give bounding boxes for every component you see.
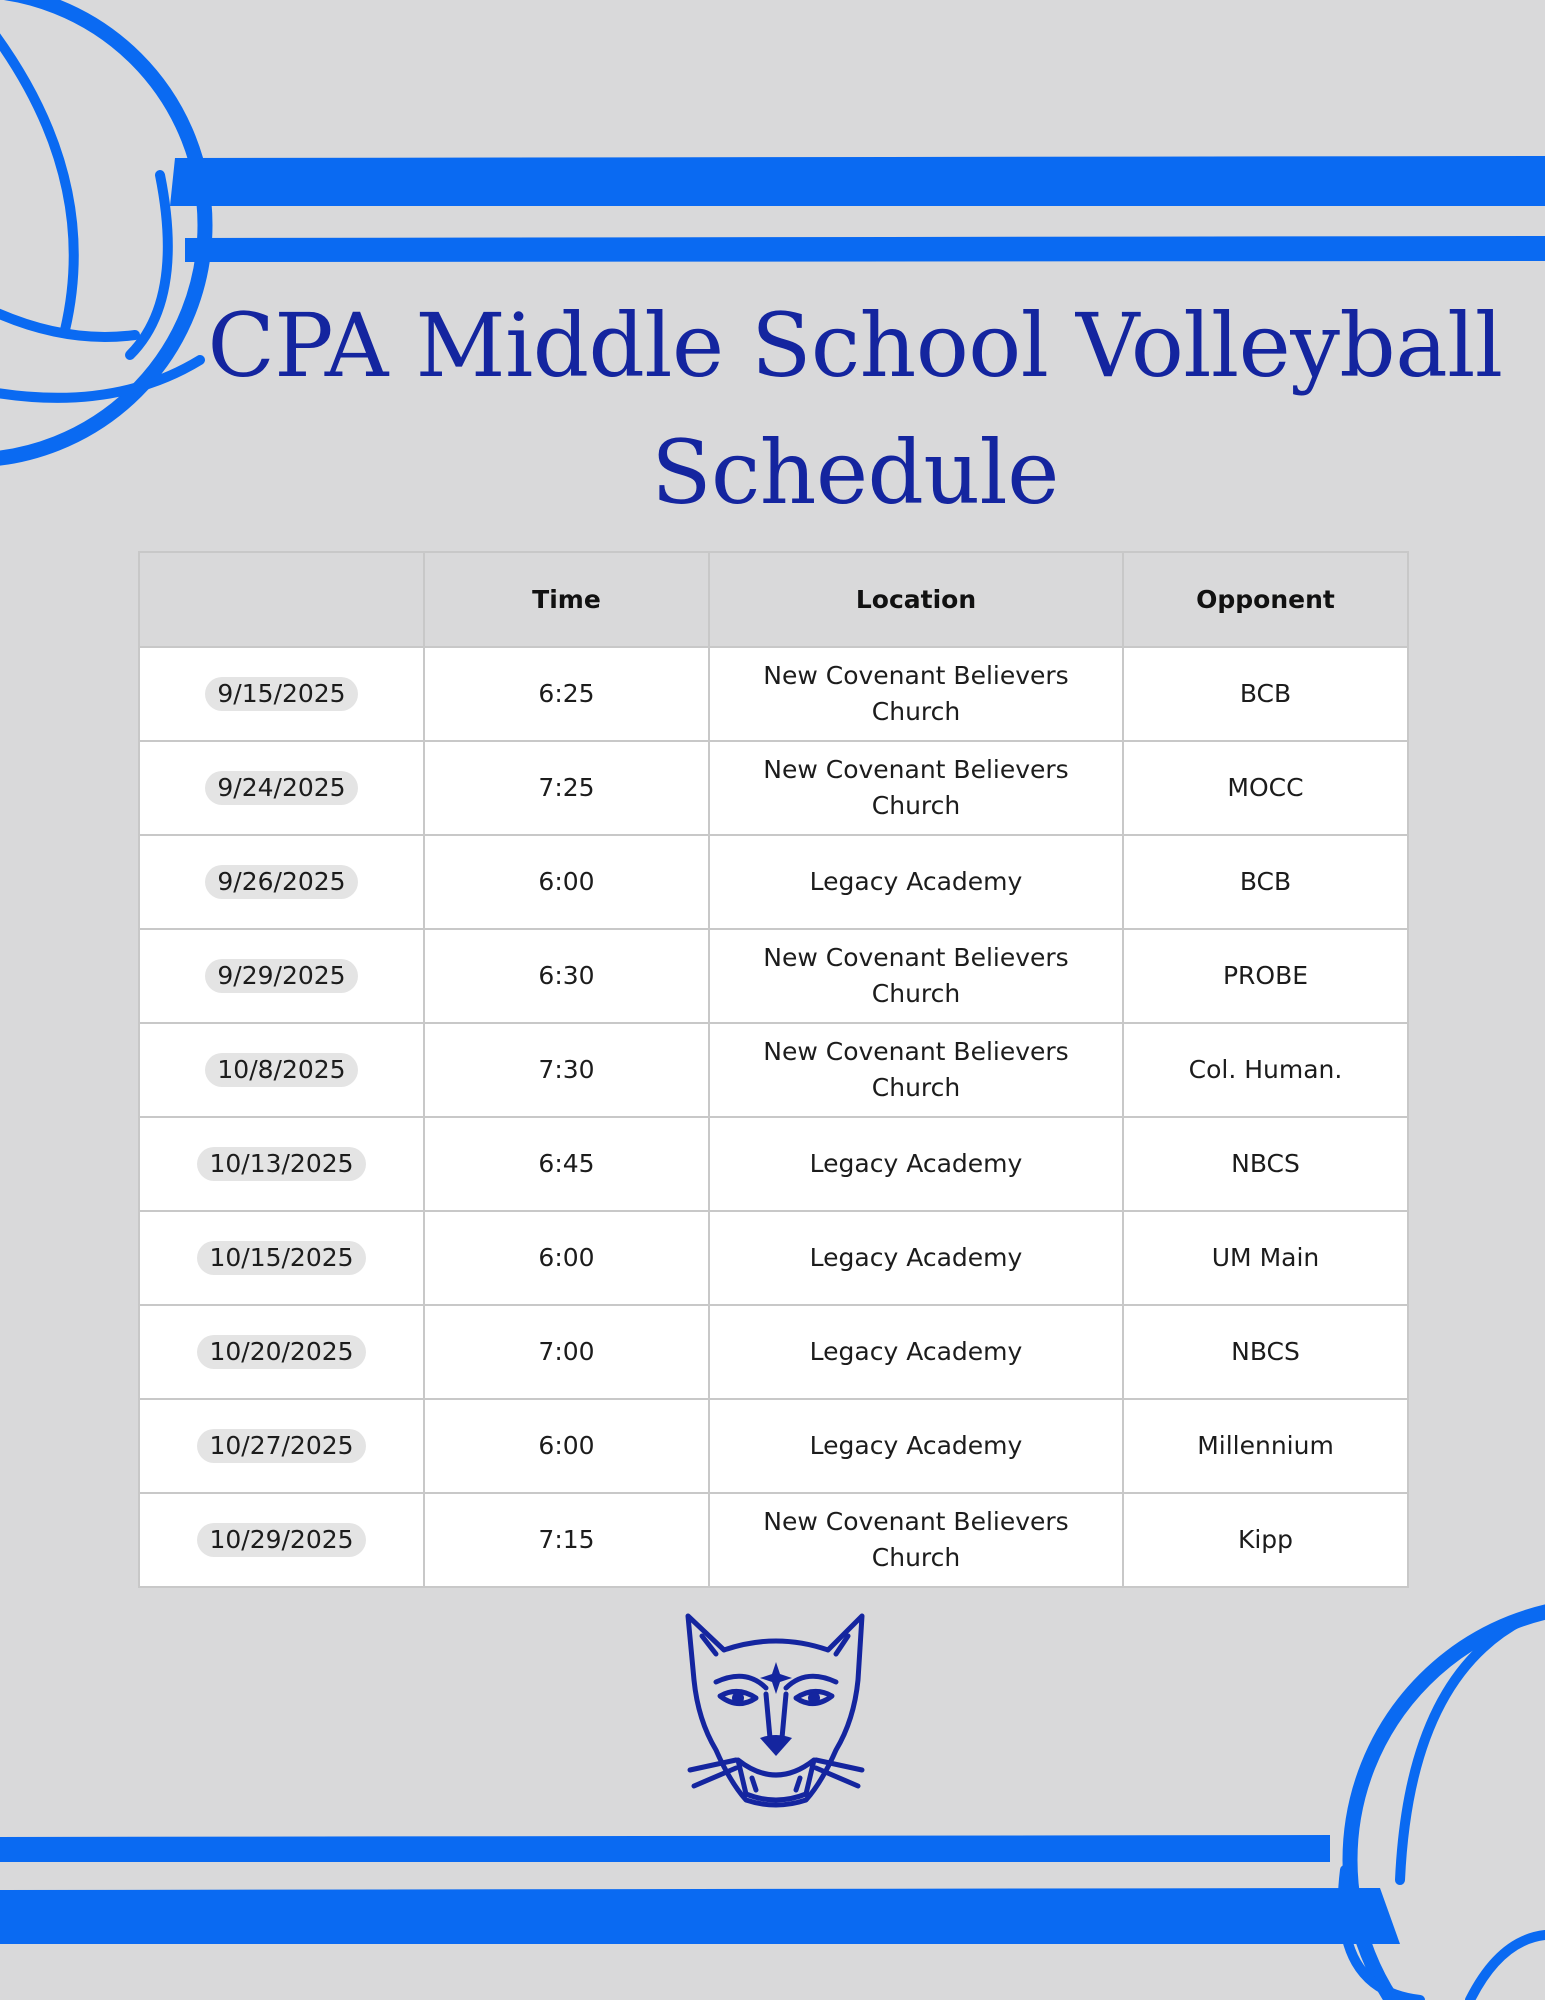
table-row (139, 1305, 1408, 1399)
time-cell: 7:15 (424, 1493, 709, 1587)
location-cell: New Covenant Believers Church (709, 741, 1123, 835)
date-cell (139, 1117, 424, 1211)
panther-head-icon (676, 1610, 876, 1810)
date-pill: 9/15/2025 (205, 677, 357, 711)
time-cell: 7:00 (424, 1305, 709, 1399)
net-stripe-top-upper (170, 156, 1545, 206)
date-cell (139, 1399, 424, 1493)
location-cell: Legacy Academy (709, 1117, 1123, 1211)
date-pill: 10/8/2025 (205, 1053, 357, 1087)
date-cell (139, 647, 424, 741)
time-cell: 7:25 (424, 741, 709, 835)
opponent-cell: Col. Human. (1123, 1023, 1408, 1117)
opponent-cell: BCB (1123, 835, 1408, 929)
opponent-cell: MOCC (1123, 741, 1408, 835)
date-pill: 9/29/2025 (205, 959, 357, 993)
page-title: CPA Middle School Volleyball Schedule (207, 294, 1503, 524)
location-cell: New Covenant Believers Church (709, 647, 1123, 741)
header-date (139, 552, 424, 647)
location-cell: Legacy Academy (709, 1211, 1123, 1305)
location-cell: Legacy Academy (709, 835, 1123, 929)
header-time: Time (424, 552, 709, 647)
time-cell: 6:25 (424, 647, 709, 741)
date-pill: 10/20/2025 (197, 1335, 365, 1369)
date-cell (139, 741, 424, 835)
time-cell: 6:00 (424, 835, 709, 929)
opponent-cell: BCB (1123, 647, 1408, 741)
date-pill: 10/27/2025 (197, 1429, 365, 1463)
net-stripe-top-lower (185, 236, 1545, 262)
table-header-row (139, 552, 1408, 647)
table-row (139, 647, 1408, 741)
date-cell (139, 1493, 424, 1587)
location-cell: New Covenant Believers Church (709, 1493, 1123, 1587)
date-pill: 10/13/2025 (197, 1147, 365, 1181)
date-pill: 9/24/2025 (205, 771, 357, 805)
table-row (139, 1117, 1408, 1211)
opponent-cell: UM Main (1123, 1211, 1408, 1305)
date-pill: 9/26/2025 (205, 865, 357, 899)
time-cell: 7:30 (424, 1023, 709, 1117)
date-cell (139, 835, 424, 929)
location-cell: Legacy Academy (709, 1305, 1123, 1399)
location-cell: Legacy Academy (709, 1399, 1123, 1493)
table-row (139, 1023, 1408, 1117)
table-row (139, 1399, 1408, 1493)
time-cell: 6:00 (424, 1211, 709, 1305)
date-cell (139, 1211, 424, 1305)
opponent-cell: Kipp (1123, 1493, 1408, 1587)
opponent-cell: NBCS (1123, 1117, 1408, 1211)
time-cell: 6:00 (424, 1399, 709, 1493)
opponent-cell: NBCS (1123, 1305, 1408, 1399)
date-pill: 10/29/2025 (197, 1523, 365, 1557)
net-stripe-bottom-upper (0, 1835, 1330, 1862)
date-cell (139, 929, 424, 1023)
location-cell: New Covenant Believers Church (709, 1023, 1123, 1117)
date-cell (139, 1305, 424, 1399)
schedule-table (138, 551, 1409, 1588)
date-cell (139, 1023, 424, 1117)
table-row (139, 1493, 1408, 1587)
time-cell: 6:45 (424, 1117, 709, 1211)
location-cell: New Covenant Believers Church (709, 929, 1123, 1023)
table-row (139, 835, 1408, 929)
opponent-cell: PROBE (1123, 929, 1408, 1023)
header-location: Location (709, 552, 1123, 647)
table-row (139, 1211, 1408, 1305)
table-row (139, 929, 1408, 1023)
opponent-cell: Millennium (1123, 1399, 1408, 1493)
header-opponent: Opponent (1123, 552, 1408, 647)
table-row (139, 741, 1408, 835)
date-pill: 10/15/2025 (197, 1241, 365, 1275)
time-cell: 6:30 (424, 929, 709, 1023)
net-stripe-bottom-lower (0, 1888, 1400, 1944)
